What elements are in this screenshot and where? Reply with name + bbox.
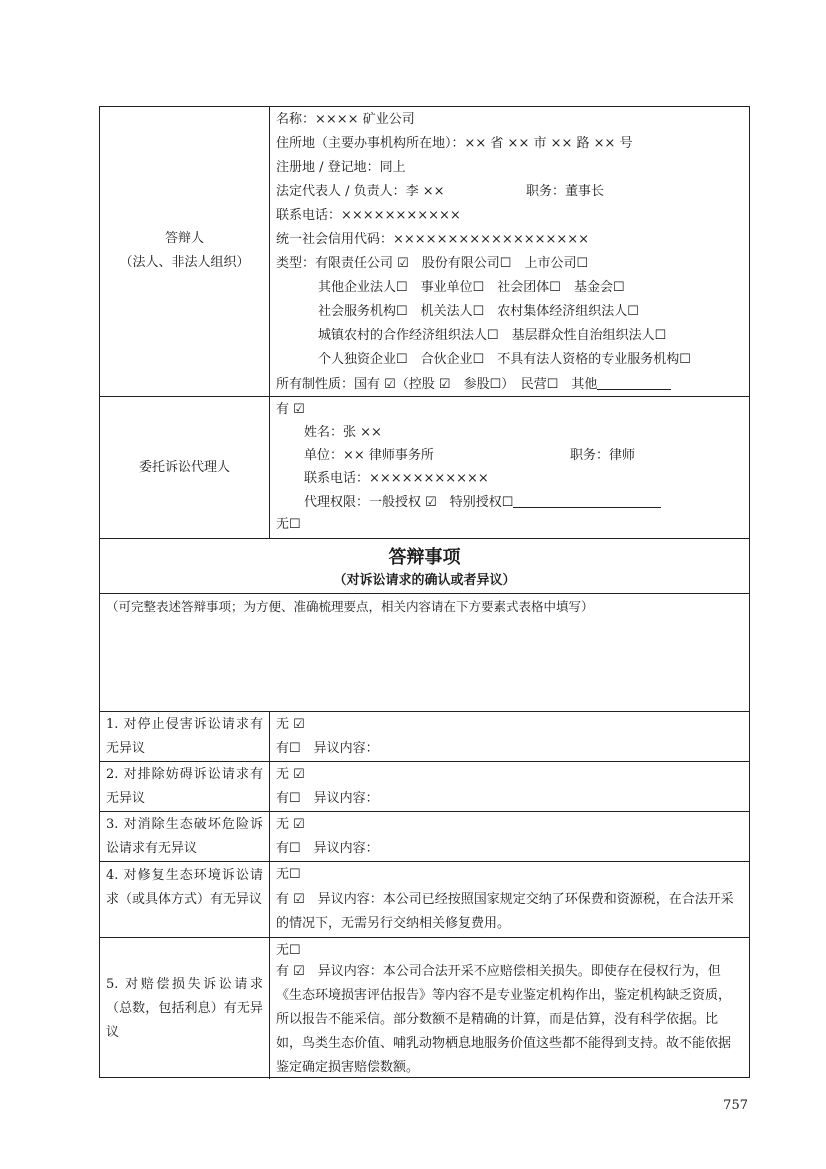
item-no-option: 无☐ bbox=[276, 867, 301, 882]
item-row bbox=[100, 711, 749, 761]
special-authority-blank bbox=[513, 493, 661, 508]
free-text-row bbox=[100, 593, 749, 711]
item-label: 3. 对消除生态破坏危险诉讼请求有无异议 bbox=[106, 817, 263, 856]
ownership-other-blank bbox=[597, 375, 671, 390]
item-label-cell bbox=[100, 862, 270, 937]
item-no-option: 无 ☑ bbox=[276, 767, 305, 782]
agent-position: 职务：律师 bbox=[570, 448, 636, 463]
item-yes-option: 有☐ 异议内容： bbox=[276, 841, 379, 856]
respondent-reg-address: 注册地 / 登记地：同上 bbox=[276, 160, 406, 175]
respondent-row bbox=[100, 107, 749, 396]
item-row bbox=[100, 811, 749, 861]
item-objection: 有 ☑ 异议内容：本公司合法开采不应赔偿相关损失。即使存在侵权行为，但《生态环境损害评估报告》等内容不是专业鉴定机构作出，鉴定机构缺乏资质，所以报告不能采信。部分数额不是精确的计算，而是估算，没有科学依据。比如，鸟类生态价值、哺乳动物栖息地服务价值这些都不能得到支持。故不能依据鉴定确定损害赔偿数额。 bbox=[276, 964, 732, 1075]
item-row bbox=[100, 861, 749, 937]
item-label-cell bbox=[100, 938, 270, 1079]
item-row bbox=[100, 761, 749, 811]
item-answer-cell bbox=[270, 712, 749, 761]
agent-row bbox=[100, 396, 749, 538]
agent-label-cell bbox=[100, 397, 270, 538]
agent-has: 有 ☑ bbox=[276, 402, 305, 417]
respondent-credit-code: 统一社会信用代码：×××××××××××××××××× bbox=[276, 232, 590, 247]
respondent-legal-rep: 法定代表人 / 负责人：李 ×× bbox=[276, 184, 445, 199]
item-objection: 有 ☑ 异议内容：本公司已经按照国家规定交纳了环保费和资源税，在合法开采的情况下，无需另行交纳相关修复费用。 bbox=[276, 892, 734, 931]
respondent-label: 答辩人 bbox=[164, 231, 204, 246]
item-label-cell bbox=[100, 712, 270, 761]
item-label-cell bbox=[100, 762, 270, 811]
respondent-address: 住所地（主要办事机构所在地）：×× 省 ×× 市 ×× 路 ×× 号 bbox=[276, 136, 633, 151]
section-title: 答辩事项 bbox=[388, 547, 461, 568]
respondent-sublabel: （法人、非法人组织） bbox=[119, 255, 250, 270]
respondent-type-line1: 类型：有限责任公司 ☑ 股份有限公司☐ 上市公司☐ bbox=[276, 256, 589, 271]
item-label: 2. 对排除妨碍诉讼请求有无异议 bbox=[106, 767, 263, 806]
item-label-cell bbox=[100, 812, 270, 861]
respondent-type-line2: 其他企业法人☐ 事业单位☐ 社会团体☐ 基金会☐ bbox=[318, 280, 625, 295]
item-row bbox=[100, 937, 749, 1079]
respondent-ownership-text: 所有制性质：国有 ☑（控股 ☑ 参股☐） 民营☐ 其他 bbox=[276, 377, 598, 392]
section-subtitle: （对诉讼请求的确认或者异议） bbox=[333, 573, 516, 588]
item-yes-option: 有☐ 异议内容： bbox=[276, 741, 379, 756]
item-no-option: 无 ☑ bbox=[276, 817, 305, 832]
agent-authority-text: 代理权限：一般授权 ☑ 特别授权☐ bbox=[304, 495, 514, 510]
agent-name: 姓名：张 ×× bbox=[304, 425, 382, 440]
agent-none: 无☐ bbox=[276, 517, 301, 532]
respondent-ownership bbox=[276, 375, 671, 394]
respondent-info-cell bbox=[270, 107, 749, 396]
agent-info-cell bbox=[270, 397, 749, 538]
respondent-label-cell bbox=[100, 107, 270, 396]
form-table bbox=[99, 106, 750, 1078]
agent-unit: 单位：×× 律师事务所 bbox=[304, 448, 434, 463]
respondent-type-line5: 个人独资企业☐ 合伙企业☐ 不具有法人资格的专业服务机构☐ bbox=[318, 352, 691, 367]
agent-authority bbox=[304, 493, 661, 512]
item-answer-cell bbox=[270, 762, 749, 811]
item-no-option: 无 ☑ bbox=[276, 717, 305, 732]
item-answer-cell bbox=[270, 938, 749, 1079]
item-answer-cell bbox=[270, 862, 749, 937]
respondent-name: 名称：×××× 矿业公司 bbox=[276, 112, 415, 127]
respondent-position: 职务：董事长 bbox=[526, 184, 605, 199]
page-number: 757 bbox=[723, 1098, 748, 1113]
item-no-option: 无☐ bbox=[276, 943, 301, 958]
section-instruction: （可完整表述答辩事项；为方便、准确梳理要点，相关内容请在下方要素式表格中填写） bbox=[106, 599, 594, 614]
item-yes-option: 有☐ 异议内容： bbox=[276, 791, 379, 806]
item-label: 5. 对赔偿损失诉讼请求（总数，包括利息）有无异议 bbox=[106, 977, 263, 1040]
item-label: 1. 对停止侵害诉讼请求有无异议 bbox=[106, 717, 263, 756]
respondent-phone: 联系电话：××××××××××× bbox=[276, 208, 461, 223]
item-answer-cell bbox=[270, 812, 749, 861]
agent-label: 委托诉讼代理人 bbox=[138, 460, 230, 475]
agent-phone: 联系电话：××××××××××× bbox=[304, 471, 489, 486]
respondent-type-line3: 社会服务机构☐ 机关法人☐ 农村集体经济组织法人☐ bbox=[318, 304, 639, 319]
section-header-row bbox=[100, 538, 749, 593]
respondent-type-line4: 城镇农村的合作经济组织法人☐ 基层群众性自治组织法人☐ bbox=[318, 328, 667, 343]
item-label: 4. 对修复生态环境诉讼请求（或具体方式）有无异议 bbox=[106, 868, 263, 907]
